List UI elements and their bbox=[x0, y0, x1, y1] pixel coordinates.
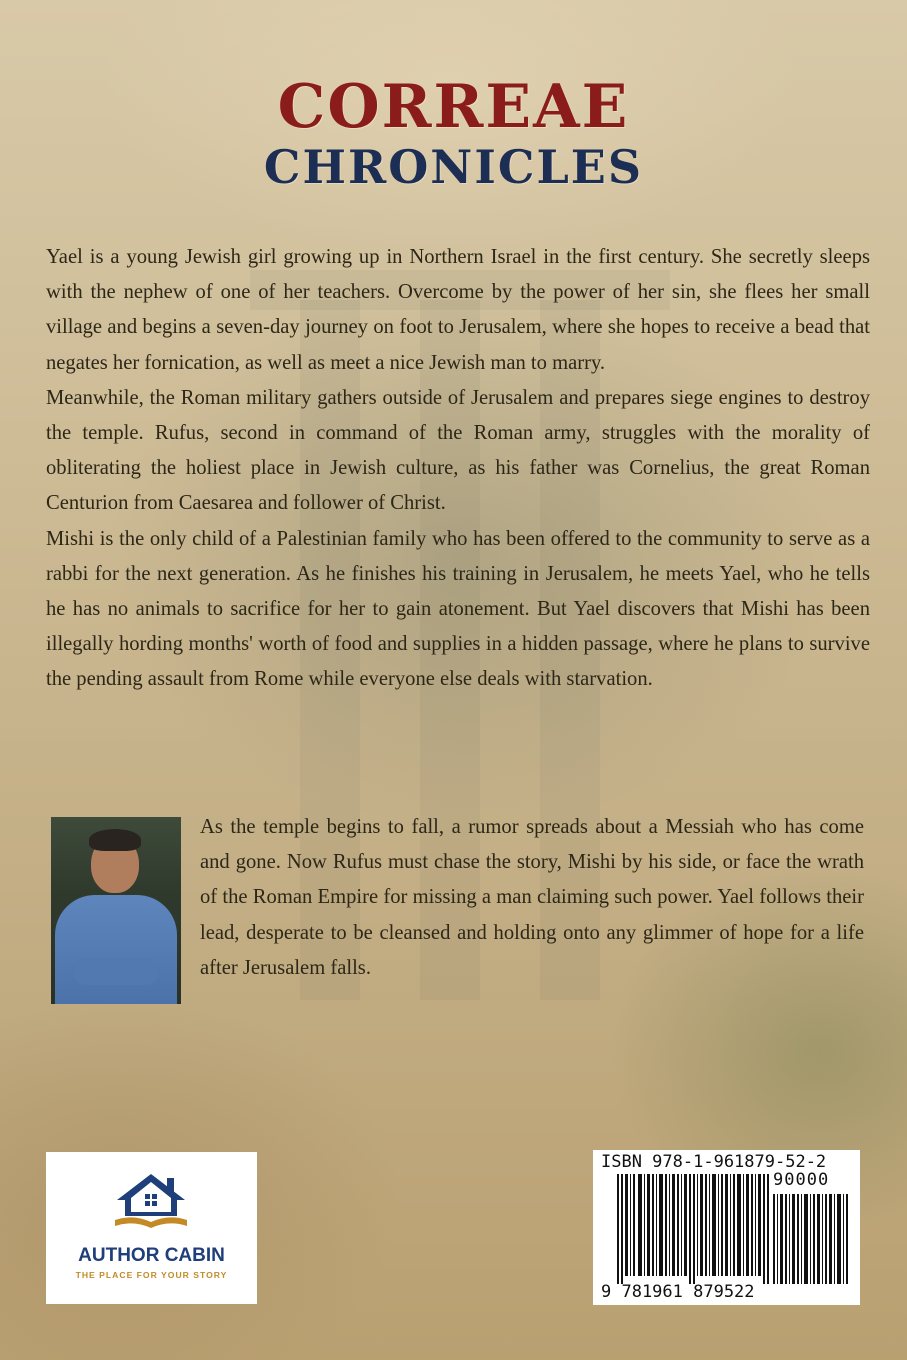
synopsis bbox=[46, 240, 870, 698]
author-hair bbox=[89, 829, 141, 851]
publisher-name: AUTHOR CABIN bbox=[78, 1245, 225, 1266]
title-line-2: CHRONICLES bbox=[263, 140, 644, 194]
ean-barcode-bars bbox=[617, 1174, 771, 1284]
house-book-icon bbox=[111, 1170, 191, 1232]
author-photo bbox=[51, 817, 181, 1004]
synopsis-paragraph-2: Meanwhile, the Roman military gathers outside of Jerusalem and prepares siege engines to destroy the temple. Rufus, second in command of the Roman army, struggles with the morality of obliterating the holiest place in Jewish culture, as his father was Cornelius, the great Roman Centurion from Caesarea and follower of Christ. bbox=[46, 386, 870, 515]
addon-digits: 90000 bbox=[773, 1170, 830, 1190]
author-shirt bbox=[55, 895, 177, 1004]
publisher-tagline: THE PLACE FOR YOUR STORY bbox=[75, 1270, 228, 1280]
synopsis-paragraph-4: As the temple begins to fall, a rumor spreads about a Messiah who has come and gone. Now Rufus must chase the story, Mishi by his side, or face the wrath of the Roman Empire for missing a man claiming such power. Yael follows their lead, desperate to be cleansed and holding onto any glimmer of hope for a life after Jerusalem falls. bbox=[200, 816, 864, 979]
synopsis-paragraph-1: Yael is a young Jewish girl growing up in Northern Israel in the first century. She secretly sleeps with the nephew of one of her teachers. Overcome by the power of her sin, she flees her small village and begins a seven-day journey on foot to Jerusalem, where she hopes to receive a bead that negates her fornication, as well as meet a nice Jewish man to marry. bbox=[46, 246, 870, 374]
isbn-label: ISBN 978-1-961879-52-2 bbox=[601, 1152, 827, 1172]
publisher-logo bbox=[46, 1152, 257, 1304]
ean-digits: 9 781961 879522 bbox=[601, 1282, 755, 1302]
title-line-1: CORREAE bbox=[277, 72, 630, 142]
synopsis-paragraph-3: Mishi is the only child of a Palestinian family who has been offered to the community to serve as a rabbi for the next generation. As he finishes his training in Jerusalem, he meets Yael, who he tells he has no animals to sacrifice for her to gain atonement. But Yael discovers that Mishi has been illegally hording months' worth of food and supplies in a hidden passage, where he plans to survive the pending assault from Rome while everyone else deals with starvation. bbox=[46, 527, 870, 691]
isbn-barcode bbox=[593, 1150, 860, 1305]
addon-barcode-bars bbox=[771, 1194, 853, 1284]
author-arms bbox=[73, 957, 159, 985]
